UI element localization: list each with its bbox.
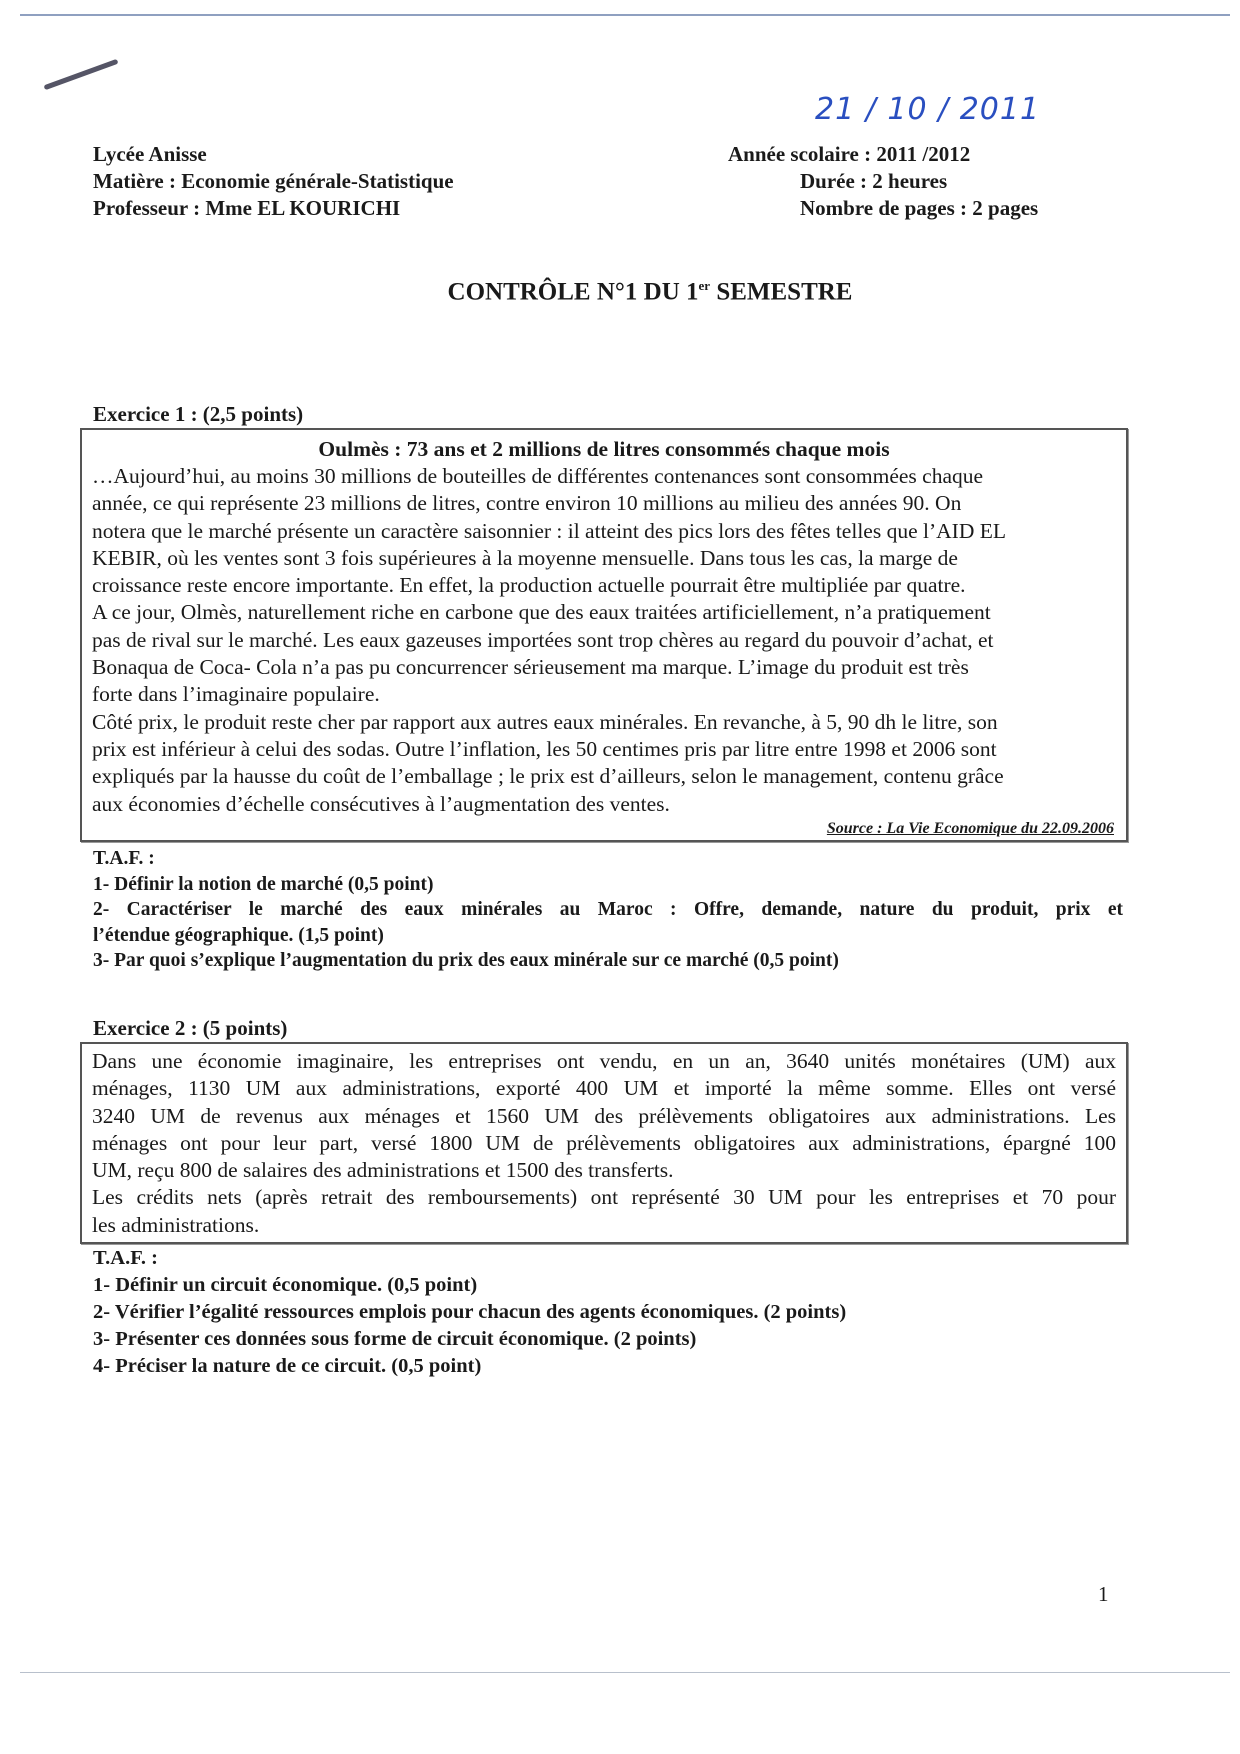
article-title: Oulmès : 73 ans et 2 millions de litres consommés chaque mois	[318, 437, 890, 461]
handwritten-date: 21 / 10 / 2011	[815, 92, 1041, 127]
exercise2-heading: Exercice 2 : (5 points)	[93, 1016, 288, 1040]
text-line: expliqués par la hausse du coût de l’emballage ; le prix est d’ailleurs, selon le management, contenu grâce	[92, 764, 1004, 789]
exercise2-body	[82, 1048, 1126, 1239]
title-sup: er	[698, 278, 711, 293]
question: 3- Présenter ces données sous forme de circuit économique. (2 points)	[93, 1328, 697, 1350]
header-left	[93, 141, 454, 222]
question: 1- Définir la notion de marché (0,5 point)	[93, 873, 434, 895]
text-line: notera que le marché présente un caractère saisonnier : il atteint des pics lors des fêtes telles que l’AID EL	[92, 518, 1006, 543]
page-count: Nombre de pages : 2 pages	[800, 196, 1039, 220]
text-line: Côté prix, le produit reste cher par rapport aux autres eaux minérales. En revanche, à 5, 90 dh le litre, son	[92, 709, 998, 734]
text-line: Bonaqua de Coca- Cola n’a pas pu concurrencer sérieusement ma marque. L’image du produit est très	[92, 655, 969, 680]
title-rest: SEMESTRE	[710, 278, 853, 306]
duration: Durée : 2 heures	[800, 169, 948, 193]
text-line: pas de rival sur le marché. Les eaux gazeuses importées sont trop chères au regard du pouvoir d’achat, et	[92, 627, 994, 652]
text-line: Dans une économie imaginaire, les entreprises ont vendu, en un an, 3640 unités monétaires (UM) aux	[92, 1049, 1116, 1073]
question: 2- Caractériser le marché des eaux minérales au Maroc : Offre, demande, nature du produit, prix et	[93, 899, 1123, 920]
article-body	[82, 463, 1126, 818]
subject: Matière : Economie générale-Statistique	[93, 169, 454, 193]
question: 3- Par quoi s’explique l’augmentation du prix des eaux minérale sur ce marché (0,5 point)	[93, 950, 839, 971]
text-line: Les crédits nets (après retrait des remboursements) ont représenté 30 UM pour les entreprises et 70 pour	[92, 1185, 1116, 1210]
text-line: UM, reçu 800 de salaires des administrations et 1500 des transferts.	[92, 1158, 674, 1183]
text-line: croissance reste encore importante. En effet, la production actuelle pourrait être multipliée par quatre.	[92, 573, 966, 598]
text-line: ménages, 1130 UM aux administrations, exporté 400 UM et importé la même somme. Elles ont versé	[92, 1076, 1116, 1101]
question: 4- Préciser la nature de ce circuit. (0,5 point)	[93, 1355, 482, 1377]
scan-bottom-line	[20, 1672, 1230, 1673]
text-line: les administrations.	[92, 1212, 260, 1237]
school-name: Lycée Anisse	[93, 142, 207, 166]
exercise2-text-box	[80, 1042, 1128, 1244]
text-line: KEBIR, où les ventes sont 3 fois supérieures à la moyenne mensuelle. Dans tous les cas, la marge de	[92, 545, 958, 570]
taf-label: T.A.F. :	[93, 848, 155, 869]
pen-mark-icon	[43, 59, 118, 90]
title-main: CONTRÔLE N°1 DU 1	[447, 278, 699, 306]
exercise1-heading: Exercice 1 : (2,5 points)	[93, 402, 304, 426]
scan-top-line	[20, 14, 1230, 16]
question: 1- Définir un circuit économique. (0,5 point)	[93, 1274, 478, 1296]
exercise2-tasks	[93, 1245, 846, 1380]
text-line: …Aujourd’hui, au moins 30 millions de bouteilles de différentes contenances sont consommées chaque	[92, 464, 984, 488]
text-line: prix est inférieur à celui des sodas. Outre l’inflation, les 50 centimes pris par litre entre 1998 et 2006 sont	[92, 736, 997, 761]
text-line: A ce jour, Olmès, naturellement riche en carbone que des eaux traitées artificiellement, n’a pratiquement	[92, 600, 991, 625]
exercise1-tasks	[93, 846, 1123, 974]
teacher: Professeur : Mme EL KOURICHI	[93, 196, 401, 220]
exercise1-text-box	[80, 428, 1128, 842]
taf-label: T.A.F. :	[93, 1247, 158, 1269]
text-line: ménages ont pour leur part, versé 1800 UM de prélèvements obligatoires aux administrations, épargné 100	[92, 1130, 1116, 1155]
article-source: Source : La Vie Economique du 22.09.2006	[826, 819, 1114, 837]
header-right	[728, 141, 1038, 222]
question: 2- Vérifier l’égalité ressources emplois pour chacun des agents économiques. (2 points)	[93, 1301, 847, 1323]
text-line: aux économies d’échelle consécutives à l’augmentation des ventes.	[92, 791, 670, 816]
question-continued: l’étendue géographique. (1,5 point)	[93, 924, 384, 946]
text-line: 3240 UM de revenus aux ménages et 1560 UM des prélèvements obligatoires aux administrations. Les	[92, 1103, 1116, 1128]
page-title	[0, 278, 1240, 306]
text-line: forte dans l’imaginaire populaire.	[92, 682, 380, 707]
school-year: Année scolaire : 2011 /2012	[728, 142, 971, 166]
text-line: année, ce qui représente 23 millions de litres, contre environ 10 millions au milieu des années 90. On	[92, 491, 962, 516]
page-number: 1	[1098, 1582, 1109, 1606]
